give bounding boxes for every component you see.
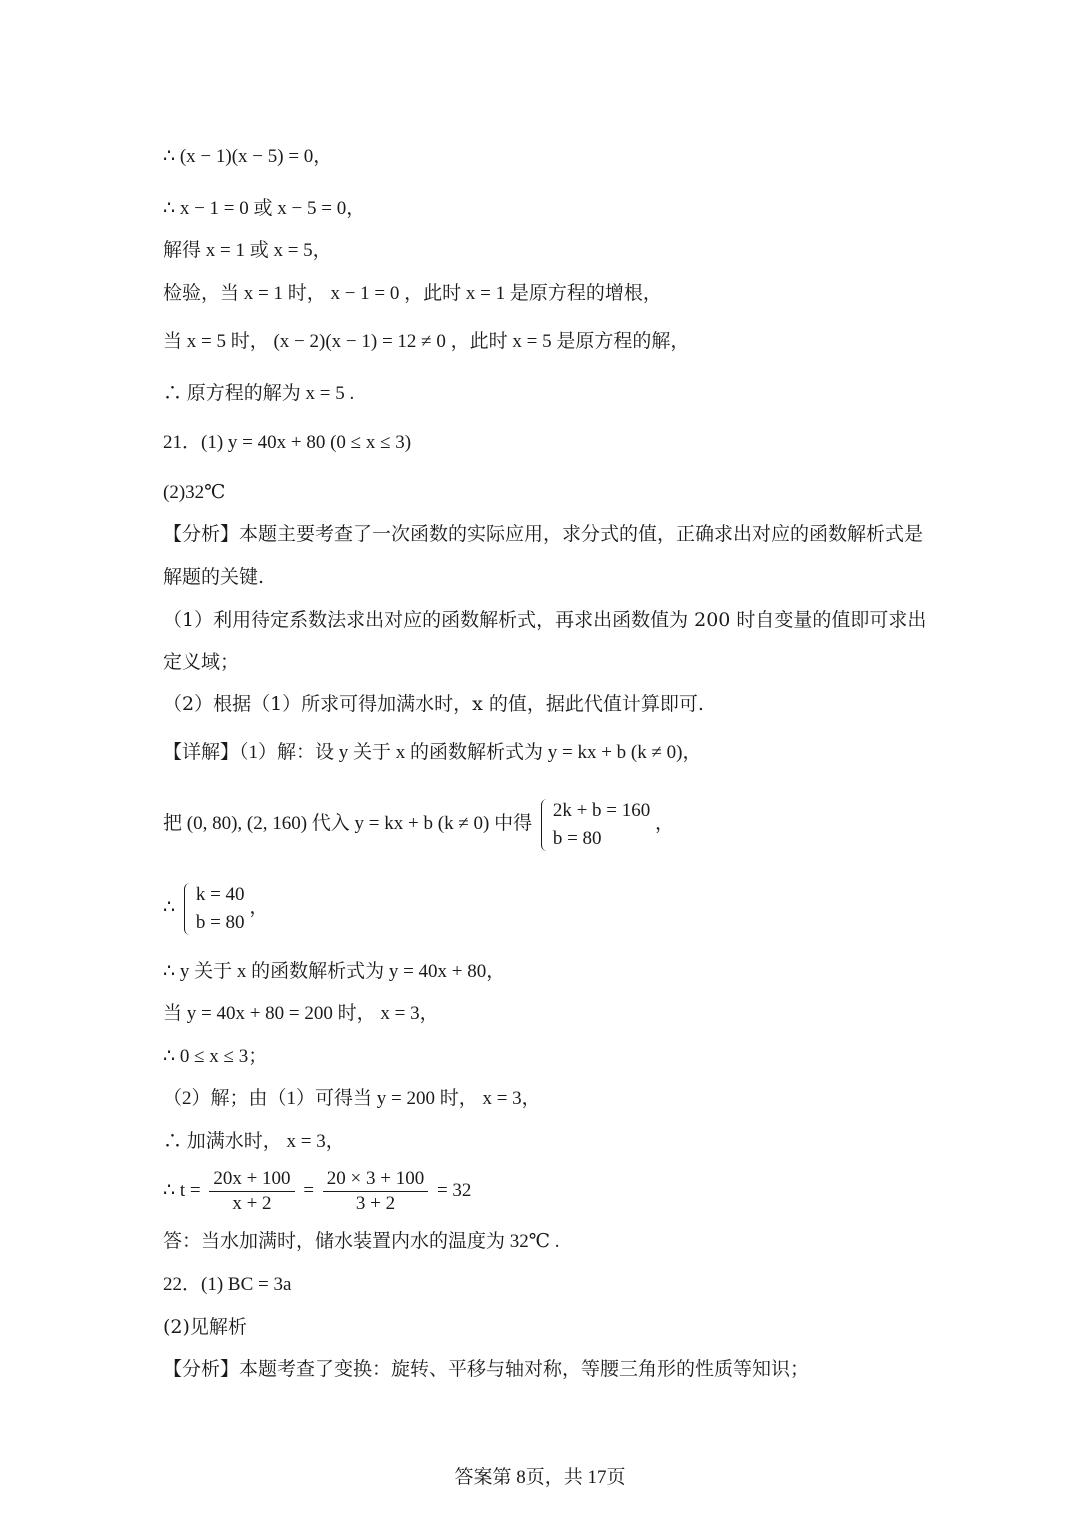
- equation-row: b = 80: [552, 827, 602, 849]
- text-segment: = 32: [436, 1180, 472, 1201]
- brace: [184, 883, 193, 935]
- answer-22-part1: 22．(1) BC = 3a: [163, 1274, 292, 1295]
- analysis-heading-line: 【分析】本题考查了变换：旋转、平移与轴对称，等腰三角形的性质等知识；: [163, 1358, 810, 1380]
- text-segment: ，: [655, 813, 675, 834]
- numerator: 20 × 3 + 100: [323, 1167, 428, 1192]
- text-line: 解得 x = 1 或 x = 5，: [163, 240, 332, 261]
- fraction: [209, 1167, 294, 1216]
- analysis-heading-line: 【分析】本题主要考查了一次函数的实际应用，求分式的值，正确求出对应的函数解析式是: [163, 523, 924, 545]
- fraction: [323, 1167, 428, 1216]
- text-segment: ，: [249, 897, 269, 918]
- text-line: 当 y = 40x + 80 = 200 时， x = 3，: [163, 1003, 439, 1024]
- text-segment: =: [303, 1180, 315, 1201]
- text-line: （2）解；由（1）可得当 y = 200 时， x = 3，: [163, 1088, 541, 1109]
- answer-22-part2: (2)见解析: [163, 1316, 247, 1338]
- text-line: 定义域；: [163, 651, 240, 673]
- text-line: （2）根据（1）所求可得加满水时，x 的值，据此代值计算即可.: [163, 693, 704, 715]
- numerator: 20x + 100: [209, 1167, 294, 1192]
- text-line: ∴ 原方程的解为 x = 5 .: [163, 383, 355, 404]
- substitution-line: [163, 796, 674, 853]
- equation-row: 2k + b = 160: [552, 799, 651, 821]
- text-line: （1）利用待定系数法求出对应的函数解析式，再求出函数值为 200 时自变量的值即可求出: [163, 609, 927, 631]
- denominator: 3 + 2: [355, 1193, 396, 1215]
- text-line: ∴ (x − 1)(x − 5) = 0，: [163, 146, 333, 167]
- solution-system-line: [163, 880, 268, 937]
- text-line: ∴ 0 ≤ x ≤ 3；: [163, 1046, 268, 1067]
- fraction-line: [163, 1166, 471, 1216]
- text-segment: ∴ t =: [163, 1180, 201, 1201]
- text-segment: ∴: [163, 897, 176, 918]
- answer-21-part1: 21．(1) y = 40x + 80 (0 ≤ x ≤ 3): [163, 432, 412, 453]
- answer-21-part2: (2)32℃: [163, 482, 226, 503]
- text-line: ∴ x − 1 = 0 或 x − 5 = 0，: [163, 198, 366, 219]
- text-line: 当 x = 5 时， (x − 2)(x − 1) = 12 ≠ 0 ，此时 x = 5 是原方程的解，: [163, 331, 690, 352]
- page-footer: 答案第 8页，共 17页: [454, 1467, 626, 1488]
- text-segment: 把 (0, 80), (2, 160) 代入 y = kx + b (k ≠ 0) 中得: [163, 813, 533, 834]
- equation-row: b = 80: [195, 911, 245, 933]
- equation-system: [184, 881, 245, 937]
- text-line: 答：当水加满时，储水装置内水的温度为 32℃ .: [163, 1231, 560, 1252]
- text-line: ∴ y 关于 x 的函数解析式为 y = 40x + 80，: [163, 961, 506, 982]
- equation-row: k = 40: [195, 883, 245, 905]
- text-line: 检验，当 x = 1 时， x − 1 = 0 ，此时 x = 1 是原方程的增根，: [163, 283, 662, 304]
- brace: [541, 799, 550, 851]
- equation-system: [541, 797, 650, 853]
- text-line: ∴ 加满水时， x = 3，: [163, 1131, 345, 1152]
- denominator: x + 2: [232, 1193, 272, 1215]
- text-line: 解题的关键.: [163, 566, 265, 588]
- detail-heading-line: 【详解】（1）解：设 y 关于 x 的函数解析式为 y = kx + b (k ≠ 0)，: [163, 742, 702, 763]
